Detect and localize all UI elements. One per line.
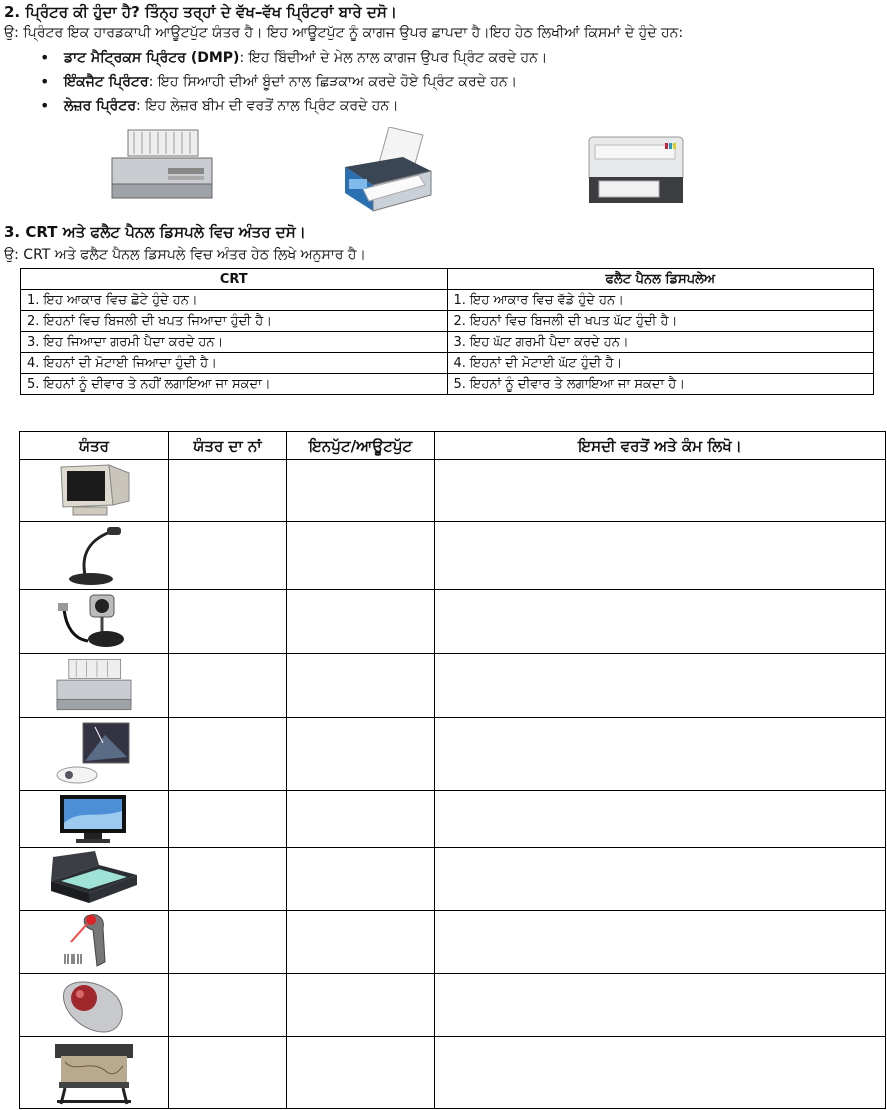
- question-3-answer: ਉ: CRT ਅਤੇ ਫਲੈਟ ਪੈਨਲ ਡਿਸਪਲੇ ਵਿਚ ਅੰਤਰ ਹੇਠ ਲਿਖੇ ਅਨੁਸਾਰ ਹੈ।: [4, 247, 366, 263]
- table-row: [20, 718, 886, 791]
- microphone-icon: [20, 522, 169, 590]
- table-row: [20, 522, 886, 590]
- bullet-text: : ਇਹ ਸਿਆਹੀ ਦੀਆਂ ਬੂੰਦਾਂ ਨਾਲ ਛਿੜਕਾਅ ਕਰਦੇ ਹੋਏ ਪ੍ਰਿੰਟ ਕਰਦੇ ਹਨ।: [148, 74, 518, 90]
- table-cell: 2. ਇਹਨਾਂ ਵਿਚ ਬਿਜਲੀ ਦੀ ਖਪਤ ਘੱਟ ਹੁੰਦੀ ਹੈ।: [447, 311, 874, 332]
- devices-worksheet-table: [19, 431, 886, 1109]
- device-name-cell[interactable]: [169, 911, 287, 974]
- table-row: [20, 911, 886, 974]
- bullet-text: : ਇਹ ਬਿੰਦੀਆਂ ਦੇ ਮੇਲ ਨਾਲ ਕਾਗਜ ਉਪਰ ਪ੍ਰਿੰਟ ਕਰਦੇ ਹਨ।: [239, 50, 548, 66]
- table-row: [21, 290, 874, 311]
- device-name-cell[interactable]: [169, 791, 287, 848]
- table-row: [20, 791, 886, 848]
- device-name-cell[interactable]: [169, 974, 287, 1037]
- usage-cell[interactable]: [435, 974, 886, 1037]
- usage-cell[interactable]: [435, 522, 886, 590]
- table-cell: 1. ਇਹ ਆਕਾਰ ਵਿਚ ਛੋਟੇ ਹੁੰਦੇ ਹਨ।: [21, 290, 448, 311]
- usage-cell[interactable]: [435, 654, 886, 718]
- device-name-cell[interactable]: [169, 590, 287, 654]
- column-header-usage: ਇਸਦੀ ਵਰਤੋਂ ਅਤੇ ਕੰਮ ਲਿਖੋ।: [435, 432, 886, 460]
- question-2-answer: ਉ: ਪ੍ਰਿੰਟਰ ਇਕ ਹਾਰਡਕਾਪੀ ਆਊਟਪੁੱਟ ਯੰਤਰ ਹੈ। ਇਹ ਆਊਟਪੁੱਟ ਨੂੰ ਕਾਗਜ ਉਪਰ ਛਾਪਦਾ ਹੈ।ਇਹ ਹੇਠ ਲਿਖੀਆਂ ਕਿਸਮਾਂ ਦੇ ਹੁੰਦੇ ਹਨ:: [4, 25, 684, 41]
- device-name-cell[interactable]: [169, 522, 287, 590]
- usage-cell[interactable]: [435, 1037, 886, 1109]
- list-item: [40, 46, 547, 70]
- lcd-monitor-icon: [20, 791, 169, 848]
- device-name-cell[interactable]: [169, 1037, 287, 1109]
- input-output-cell[interactable]: [287, 654, 435, 718]
- input-output-cell[interactable]: [287, 791, 435, 848]
- table-row: [21, 311, 874, 332]
- table-row: [20, 974, 886, 1037]
- trackball-mouse-icon: [20, 974, 169, 1037]
- input-output-cell[interactable]: [287, 911, 435, 974]
- usage-cell[interactable]: [435, 791, 886, 848]
- webcam-icon: [20, 590, 169, 654]
- table-row: [20, 654, 886, 718]
- table-row: [20, 848, 886, 911]
- barcode-reader-icon: [20, 911, 169, 974]
- table-cell: 3. ਇਹ ਘੱਟ ਗਰਮੀ ਪੈਦਾ ਕਰਦੇ ਹਨ।: [447, 332, 874, 353]
- column-header-device: ਯੰਤਰ: [20, 432, 169, 460]
- usage-cell[interactable]: [435, 460, 886, 522]
- table-cell: 1. ਇਹ ਆਕਾਰ ਵਿਚ ਵੱਡੇ ਹੁੰਦੇ ਹਨ।: [447, 290, 874, 311]
- dot-matrix-printer-image: [108, 128, 216, 204]
- usage-cell[interactable]: [435, 848, 886, 911]
- input-output-cell[interactable]: [287, 522, 435, 590]
- column-header-flat-panel: ਫਲੈਟ ਪੈਨਲ ਡਿਸਪਲੇਅ: [447, 269, 874, 290]
- bullet-term: ਇੰਕਜੈਟ ਪ੍ਰਿੰਟਰ: [64, 74, 149, 90]
- column-header-input-output: ਇਨਪੁੱਟ/ਆਊਟਪੁੱਟ: [287, 432, 435, 460]
- question-2-title: 2. ਪ੍ਰਿੰਟਰ ਕੀ ਹੁੰਦਾ ਹੈ? ਤਿੰਨ੍ਹ ਤਰ੍ਹਾਂ ਦੇ ਵੱਖ–ਵੱਖ ਪ੍ਰਿੰਟਰਾਂ ਬਾਰੇ ਦਸੋ।: [4, 3, 397, 21]
- table-row: [21, 332, 874, 353]
- device-name-cell[interactable]: [169, 718, 287, 791]
- column-header-crt: CRT: [21, 269, 448, 290]
- bullet-term: ਡਾਟ ਮੈਟ੍ਰਿਕਸ ਪ੍ਰਿੰਟਰ (DMP): [64, 50, 240, 66]
- list-item: [40, 70, 547, 94]
- crt-monitor-icon: [20, 460, 169, 522]
- plotter-icon: [20, 1037, 169, 1109]
- input-output-cell[interactable]: [287, 590, 435, 654]
- device-name-cell[interactable]: [169, 848, 287, 911]
- table-row: [21, 353, 874, 374]
- table-row: [20, 590, 886, 654]
- table-cell: 4. ਇਹਨਾਂ ਦੀ ਮੋਟਾਈ ਘੱਟ ਹੁੰਦੀ ਹੈ।: [447, 353, 874, 374]
- table-cell: 4. ਇਹਨਾਂ ਦੀ ਮੋਟਾਈ ਜਿਆਦਾ ਹੁੰਦੀ ਹੈ।: [21, 353, 448, 374]
- table-row: [20, 460, 886, 522]
- bullet-text: : ਇਹ ਲੇਜ਼ਰ ਬੀਮ ਦੀ ਵਰਤੋਂ ਨਾਲ ਪ੍ਰਿੰਟ ਕਰਦੇ ਹਨ।: [136, 98, 399, 114]
- device-name-cell[interactable]: [169, 654, 287, 718]
- inkjet-printer-image: [343, 127, 435, 217]
- table-cell: 5. ਇਹਨਾਂ ਨੂੰ ਦੀਵਾਰ ਤੇ ਨਹੀਂ ਲਗਾਇਆ ਜਾ ਸਕਦਾ।: [21, 374, 448, 395]
- device-name-cell[interactable]: [169, 460, 287, 522]
- table-row: [20, 1037, 886, 1109]
- crt-vs-flat-panel-table: [20, 268, 874, 395]
- printer-types-list: [40, 46, 547, 118]
- laser-printer-image: [585, 133, 687, 207]
- input-output-cell[interactable]: [287, 1037, 435, 1109]
- column-header-device-name: ਯੰਤਰ ਦਾ ਨਾਂ: [169, 432, 287, 460]
- table-cell: 5. ਇਹਨਾਂ ਨੂੰ ਦੀਵਾਰ ਤੇ ਲਗਾਇਆ ਜਾ ਸਕਦਾ ਹੈ।: [447, 374, 874, 395]
- question-3-title: 3. CRT ਅਤੇ ਫਲੈਟ ਪੈਨਲ ਡਿਸਪਲੇ ਵਿਚ ਅੰਤਰ ਦਸੋ।: [4, 223, 306, 241]
- input-output-cell[interactable]: [287, 974, 435, 1037]
- usage-cell[interactable]: [435, 718, 886, 791]
- input-output-cell[interactable]: [287, 848, 435, 911]
- usage-cell[interactable]: [435, 911, 886, 974]
- table-cell: 3. ਇਹ ਜਿਆਦਾ ਗਰਮੀ ਪੈਦਾ ਕਰਦੇ ਹਨ।: [21, 332, 448, 353]
- projector-icon: [20, 718, 169, 791]
- input-output-cell[interactable]: [287, 718, 435, 791]
- input-output-cell[interactable]: [287, 460, 435, 522]
- bullet-term: ਲੇਜ਼ਰ ਪ੍ਰਿੰਟਰ: [64, 98, 137, 114]
- usage-cell[interactable]: [435, 590, 886, 654]
- list-item: [40, 94, 547, 118]
- dot-matrix-printer-icon: [20, 654, 169, 718]
- scanner-icon: [20, 848, 169, 911]
- table-cell: 2. ਇਹਨਾਂ ਵਿਚ ਬਿਜਲੀ ਦੀ ਖਪਤ ਜਿਆਦਾ ਹੁੰਦੀ ਹੈ।: [21, 311, 448, 332]
- table-row: [21, 374, 874, 395]
